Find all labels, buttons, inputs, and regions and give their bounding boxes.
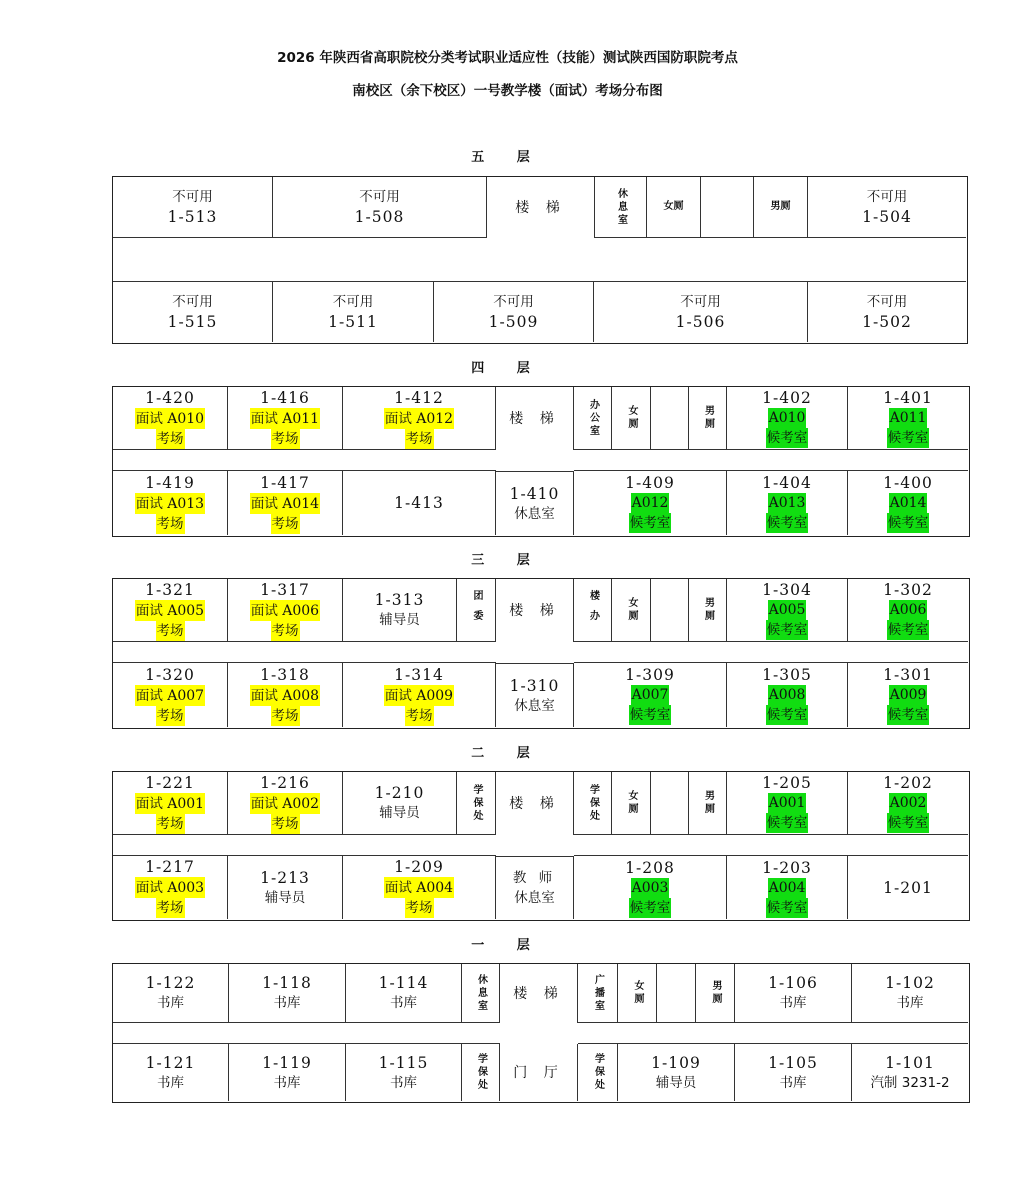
interview-code: 面试 A001	[135, 793, 205, 814]
room-number: 1-302	[883, 581, 933, 599]
room-number: 1-115	[378, 1053, 429, 1072]
room-1-318	[228, 663, 343, 727]
room-1-213	[228, 856, 343, 919]
room-number: 1-417	[260, 473, 310, 492]
library-label: 书库	[157, 995, 184, 1011]
room-number: 1-400	[883, 474, 933, 492]
floor-label-1: 一 层	[471, 938, 544, 953]
interview-code: 面试 A006	[250, 600, 320, 621]
room-1-114	[346, 964, 462, 1023]
room-number: 1-419	[145, 473, 195, 492]
restroom-spacer	[651, 579, 689, 642]
stairs: 楼 梯	[515, 199, 566, 216]
interview-code: 面试 A010	[135, 408, 205, 429]
room-1-202	[848, 772, 968, 835]
library-label: 书库	[157, 1074, 184, 1091]
room-1-115	[346, 1044, 462, 1101]
room-number: 1-508	[354, 208, 405, 226]
interview-code: 面试 A009	[384, 685, 454, 706]
corridor-left	[113, 1023, 500, 1044]
room-number: 1-513	[167, 208, 218, 226]
waiting-room-label: 候考室	[629, 707, 671, 723]
document-title-line1: 2026 年陕西省高职院校分类考试职业适应性（技能）测试陕西国防职院考点	[277, 50, 738, 66]
floor-label-3: 三 层	[471, 553, 544, 568]
room-status: 不可用	[866, 294, 908, 310]
room-number: 1-313	[374, 591, 425, 609]
room-1-301	[848, 663, 968, 727]
room-number: 1-121	[145, 1053, 196, 1072]
women-restroom: 女厕	[612, 579, 651, 642]
waiting-code: A003	[631, 879, 669, 896]
counselor-label: 辅导员	[379, 612, 420, 628]
room-number: 1-210	[374, 784, 425, 802]
room-number: 1-402	[762, 389, 812, 407]
room-number: 1-412	[394, 388, 444, 407]
exam-room-label: 考场	[271, 622, 299, 639]
room-1-416	[228, 387, 343, 450]
room-number: 1-301	[883, 666, 933, 684]
interview-code: 面试 A002	[250, 793, 320, 814]
room-1-118	[229, 964, 346, 1023]
interview-code: 面试 A007	[135, 685, 205, 706]
room-1-314	[343, 663, 496, 727]
waiting-room-label: 候考室	[629, 899, 671, 916]
room-1-310	[496, 663, 574, 727]
room-number: 1-506	[675, 313, 726, 331]
room-number: 1-106	[768, 974, 818, 992]
exam-room-label: 考场	[156, 900, 184, 916]
corridor-right	[574, 642, 968, 663]
corridor	[113, 238, 966, 282]
floor-label-2: 二 层	[471, 746, 544, 761]
entrance-hall: 门 厅	[500, 1044, 578, 1101]
room-1-321	[113, 579, 228, 642]
room-status: 不可用	[493, 294, 534, 310]
exam-room-label: 考场	[156, 515, 184, 532]
room-1-217	[113, 856, 228, 919]
stairs: 楼 梯	[496, 772, 574, 835]
corridor-right	[574, 450, 968, 471]
library-label: 书库	[273, 1074, 301, 1091]
room-number: 1-102	[885, 974, 935, 992]
lounge-vertical: 休息室	[462, 964, 500, 1023]
counselor-label: 辅导员	[264, 889, 306, 906]
corridor-left	[113, 835, 496, 856]
office-vertical: 办公室	[574, 387, 612, 450]
room-1-409	[574, 471, 727, 535]
room-1-216	[228, 772, 343, 835]
women-restroom: 女厕	[612, 772, 651, 835]
waiting-code: A005	[768, 602, 806, 618]
library-label: 书库	[779, 995, 807, 1011]
room-1-106	[735, 964, 852, 1023]
room-number: 1-221	[145, 773, 195, 792]
exam-room-label: 考场	[405, 707, 433, 724]
waiting-code: A007	[631, 687, 669, 703]
exam-room-label: 考场	[156, 430, 184, 447]
room-1-410	[496, 471, 574, 535]
men-restroom: 男厕	[689, 579, 727, 642]
room-number: 1-309	[625, 666, 675, 684]
room-1-305	[727, 663, 848, 727]
room-1-404	[727, 471, 848, 535]
room-number: 1-122	[145, 974, 196, 992]
floor-plan-3	[112, 578, 970, 729]
room-number: 1-509	[488, 313, 539, 331]
room-1-205	[727, 772, 848, 835]
room-number: 1-420	[145, 388, 195, 407]
waiting-room-label: 候考室	[887, 430, 929, 446]
room-number: 1-217	[145, 858, 195, 876]
room-number: 1-410	[509, 484, 560, 503]
room-number: 1-208	[625, 858, 675, 877]
interview-code: 面试 A005	[135, 600, 205, 621]
room-number: 1-401	[883, 389, 933, 407]
room-1-201	[848, 856, 968, 919]
corridor-right	[574, 835, 968, 856]
exam-room-label: 考场	[271, 815, 299, 832]
room-1-504	[808, 177, 966, 238]
interview-code: 面试 A014	[250, 493, 320, 514]
library-label: 书库	[390, 1074, 417, 1091]
room-number: 1-305	[762, 666, 812, 684]
exam-room-label: 考场	[271, 707, 299, 724]
room-number: 1-320	[145, 665, 195, 684]
interview-code: 面试 A011	[250, 408, 320, 429]
room-number: 1-318	[260, 665, 310, 684]
women-restroom: 女厕	[618, 964, 657, 1023]
room-1-309	[574, 663, 727, 727]
men-restroom: 男厕	[696, 964, 735, 1023]
room-number: 1-404	[762, 474, 812, 492]
room-number: 1-118	[262, 974, 312, 992]
library-label: 书库	[390, 995, 417, 1011]
room-1-122	[113, 964, 229, 1023]
restroom-spacer	[651, 772, 689, 835]
waiting-room-label: 候考室	[766, 515, 808, 531]
waiting-room-label: 候考室	[887, 707, 929, 723]
room-number: 1-502	[862, 313, 912, 331]
floor-plan-2	[112, 771, 970, 921]
room-number: 1-105	[768, 1053, 818, 1072]
corridor-right	[578, 1023, 968, 1044]
room-1-511	[273, 282, 434, 342]
waiting-room-label: 候考室	[629, 515, 671, 531]
room-status: 不可用	[172, 189, 213, 205]
restroom-spacer	[651, 387, 689, 450]
room-1-320	[113, 663, 228, 727]
room-status: 不可用	[680, 294, 721, 310]
floor-plan-1	[112, 963, 970, 1103]
room-number: 1-515	[167, 313, 218, 331]
room-1-515	[113, 282, 273, 342]
waiting-room-label: 候考室	[766, 707, 808, 723]
counselor-label: 辅导员	[379, 805, 420, 821]
floor-plan-4	[112, 386, 970, 537]
lounge-vertical: 休息室	[594, 177, 647, 238]
interview-code: 面试 A004	[384, 877, 454, 898]
library-label: 书库	[779, 1074, 807, 1091]
waiting-code: A012	[631, 495, 669, 511]
interview-code: 面试 A012	[384, 408, 454, 429]
room-1-413	[343, 471, 496, 535]
room-status: 不可用	[332, 294, 374, 310]
youth-league-vertical: 团委	[457, 579, 496, 642]
waiting-code: A002	[889, 795, 927, 811]
stairs: 楼 梯	[496, 579, 574, 642]
room-number: 1-317	[260, 580, 310, 599]
interview-code: 面试 A013	[135, 493, 205, 514]
room-number: 1-109	[651, 1053, 701, 1072]
rest-room-label: 休息室	[514, 697, 555, 714]
room-number: 1-216	[260, 773, 310, 792]
interview-code: 面试 A008	[250, 685, 320, 706]
room-number: 1-504	[862, 208, 912, 226]
waiting-code: A008	[768, 687, 806, 703]
teacher-rest-room: 教 师 休息室	[496, 856, 574, 919]
rest-room-label: 休息室	[514, 505, 555, 522]
women-restroom: 女厕	[647, 177, 701, 238]
room-note: 汽制 3231-2	[870, 1074, 950, 1091]
room-1-302	[848, 579, 968, 642]
exam-room-label: 考场	[271, 430, 299, 447]
room-1-401	[848, 387, 968, 450]
broadcast-room-vertical: 广播室	[578, 964, 618, 1023]
room-1-102	[852, 964, 968, 1023]
room-1-502	[808, 282, 966, 342]
room-number: 1-321	[145, 580, 195, 599]
room-1-105	[735, 1044, 852, 1101]
exam-room-label: 考场	[156, 815, 184, 832]
document-title-line2: 南校区（余下校区）一号教学楼（面试）考场分布图	[352, 83, 663, 99]
room-number: 1-409	[625, 474, 675, 492]
floor-label-5: 五 层	[471, 150, 544, 165]
corridor-left	[113, 642, 496, 663]
security-office-vertical: 学保处	[578, 1044, 618, 1101]
security-office-vertical: 学保处	[457, 772, 496, 835]
men-restroom: 男厕	[689, 772, 727, 835]
room-1-509	[434, 282, 594, 342]
men-restroom: 男厕	[754, 177, 808, 238]
waiting-code: A006	[889, 602, 927, 618]
waiting-room-label: 候考室	[766, 622, 808, 638]
room-1-420	[113, 387, 228, 450]
counselor-label: 辅导员	[655, 1074, 697, 1091]
waiting-code: A014	[889, 495, 927, 511]
room-1-412	[343, 387, 496, 450]
room-number: 1-202	[883, 774, 933, 792]
room-1-417	[228, 471, 343, 535]
security-office-vertical: 学保处	[574, 772, 612, 835]
stairs: 楼 梯	[500, 964, 578, 1023]
waiting-room-label: 候考室	[887, 815, 929, 831]
exam-room-label: 考场	[405, 900, 433, 916]
room-1-208	[574, 856, 727, 919]
room-number: 1-205	[762, 774, 812, 792]
waiting-code: A011	[889, 410, 927, 426]
room-1-304	[727, 579, 848, 642]
room-status: 不可用	[172, 294, 213, 310]
exam-room-label: 考场	[405, 430, 433, 447]
room-1-400	[848, 471, 968, 535]
room-1-109	[618, 1044, 735, 1101]
waiting-code: A004	[768, 879, 806, 896]
room-1-119	[229, 1044, 346, 1101]
room-number: 1-201	[883, 878, 933, 897]
library-label: 书库	[896, 995, 924, 1011]
room-number: 1-416	[260, 388, 310, 407]
room-number: 1-310	[509, 676, 560, 695]
room-number: 1-203	[762, 858, 812, 877]
room-number: 1-119	[262, 1053, 312, 1072]
exam-room-label: 考场	[156, 707, 184, 724]
exam-room-label: 考场	[271, 515, 299, 532]
floor-plan-5	[112, 176, 968, 344]
men-restroom: 男厕	[689, 387, 727, 450]
exam-room-label: 考场	[156, 622, 184, 639]
room-1-513	[113, 177, 273, 238]
room-1-402	[727, 387, 848, 450]
room-number: 1-114	[378, 974, 429, 992]
waiting-room-label: 候考室	[766, 815, 808, 831]
waiting-code: A010	[768, 410, 806, 426]
building-office-vertical: 楼办	[574, 579, 612, 642]
room-1-209	[343, 856, 496, 919]
room-number: 1-101	[885, 1053, 935, 1072]
room-1-203	[727, 856, 848, 919]
room-1-506	[594, 282, 808, 342]
waiting-code: A009	[889, 687, 927, 703]
women-restroom: 女厕	[612, 387, 651, 450]
stairs: 楼 梯	[496, 387, 574, 450]
room-1-317	[228, 579, 343, 642]
room-number: 1-314	[394, 665, 444, 684]
room-1-221	[113, 772, 228, 835]
corridor-left	[113, 450, 496, 471]
library-label: 书库	[273, 995, 301, 1011]
interview-code: 面试 A003	[135, 877, 205, 898]
room-1-313	[343, 579, 457, 642]
floor-label-4: 四 层	[471, 361, 544, 376]
restroom-spacer	[657, 964, 696, 1023]
room-1-101	[852, 1044, 968, 1101]
room-status: 不可用	[359, 189, 400, 205]
waiting-room-label: 候考室	[766, 430, 808, 446]
room-1-508	[273, 177, 487, 238]
waiting-room-label: 候考室	[887, 515, 929, 531]
room-status: 不可用	[866, 189, 908, 205]
room-number: 1-413	[394, 494, 444, 512]
room-1-419	[113, 471, 228, 535]
room-number: 1-213	[260, 868, 310, 887]
waiting-code: A013	[768, 495, 806, 511]
restroom-spacer	[701, 177, 754, 238]
waiting-room-label: 候考室	[887, 622, 929, 638]
waiting-room-label: 候考室	[766, 899, 808, 916]
security-office-vertical: 学保处	[462, 1044, 500, 1101]
waiting-code: A001	[768, 795, 806, 811]
room-1-210	[343, 772, 457, 835]
room-number: 1-304	[762, 581, 812, 599]
room-1-121	[113, 1044, 229, 1101]
room-number: 1-511	[328, 313, 378, 331]
room-number: 1-209	[394, 858, 444, 876]
